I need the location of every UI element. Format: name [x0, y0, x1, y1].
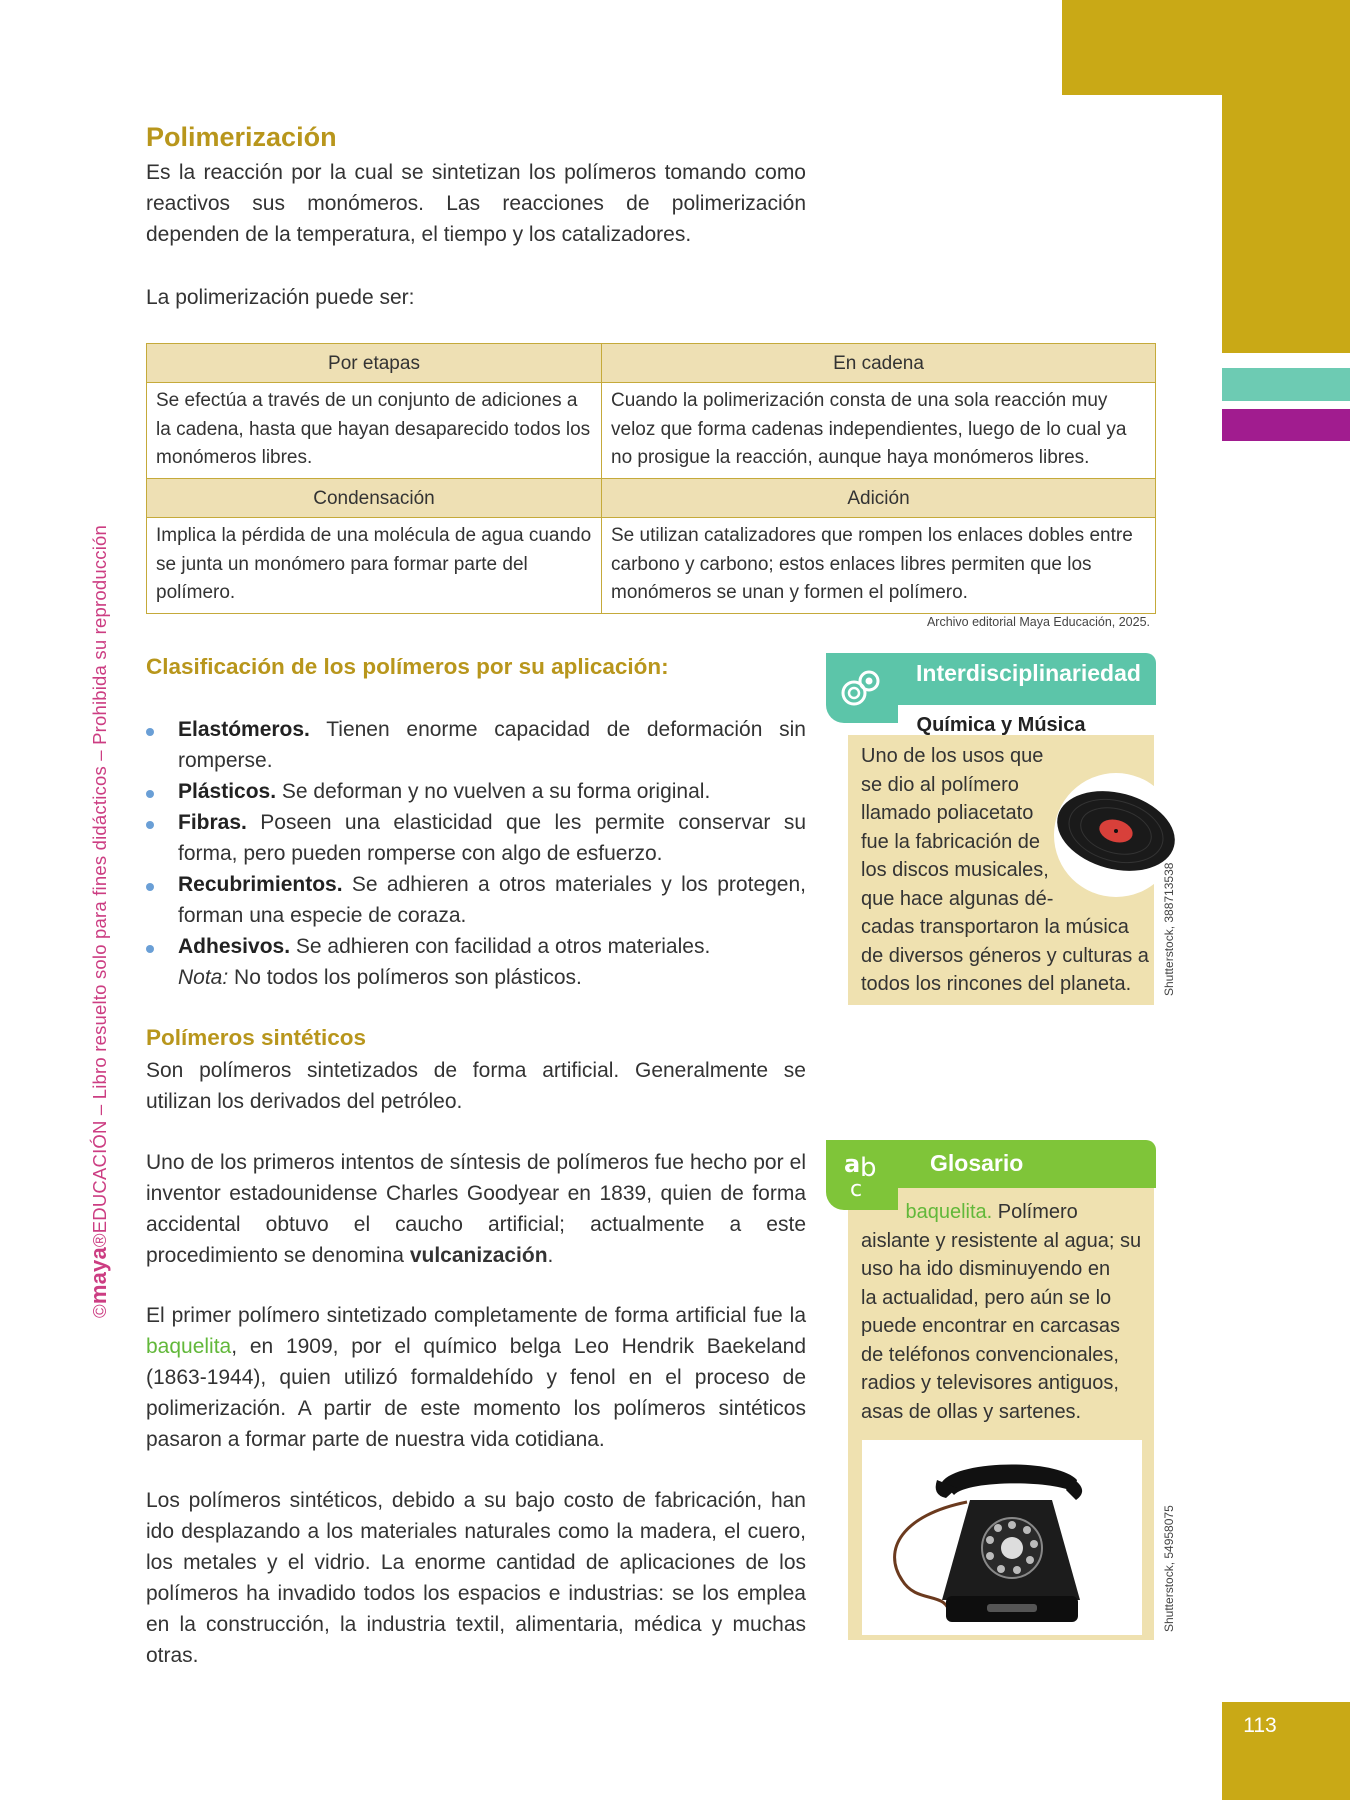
- item-text: Poseen una elasticidad que les permite conservar su forma, pero pueden romperse con algo de esfuerzo.: [178, 811, 806, 865]
- note-label: Nota:: [178, 966, 229, 989]
- text-line: cadas transportaron la música: [861, 916, 1129, 938]
- copyright-text: EDUCACIÓN – Libro resuelto solo para fines didácticos – Prohibida su reproducción: [89, 524, 110, 1234]
- text-line: llamado poliacetato: [861, 802, 1034, 824]
- item-term: Adhesivos.: [178, 935, 291, 958]
- interdisciplinary-title: Interdisciplinariedad: [916, 660, 1141, 686]
- text-line: los discos musicales,: [861, 859, 1049, 881]
- interdisciplinary-subtitle: Química y Música: [916, 714, 1086, 736]
- text-line: aislante y resistente al agua; su: [861, 1229, 1142, 1252]
- classification-title: Clasificación de los polímeros por su aplicación:: [146, 654, 669, 679]
- item-text: Tienen enorme capacidad de deformación sin romperse.: [178, 718, 806, 772]
- table-source: Archivo editorial Maya Educación, 2025.: [926, 615, 1150, 629]
- text-span: Polímero: [992, 1201, 1078, 1223]
- synthetic-paragraph-3: [146, 1300, 806, 1455]
- text-line: fue la fabricación de: [861, 830, 1041, 853]
- text-span: Uno de los primeros intentos de síntesis de polímeros fue hecho por el inventor estadounidense Charles Goodyear en 1839, quien de forma accidental obtuvo el caucho artificial; actualmente a este procedimiento se denomina: [146, 1151, 806, 1267]
- table-header: Por etapas: [147, 344, 602, 383]
- table-cell: Implica la pérdida de una molécula de agua cuando se junta un monómero para formar parte del polímero.: [147, 518, 602, 614]
- text-span: .: [547, 1244, 554, 1267]
- copyright-symbol: ©: [89, 1304, 110, 1318]
- bold-term: vulcanización: [409, 1244, 548, 1267]
- glossary-definition: [861, 1198, 1151, 1426]
- polymerization-table: [146, 343, 1156, 614]
- synthetic-paragraph-2: [146, 1147, 806, 1271]
- classification-list: [146, 714, 806, 962]
- table-cell: Cuando la polimerización consta de una sola reacción muy veloz que forma cadenas independientes, luego de lo cual ya no prosigue la reacción, aunque haya monómeros libres.: [602, 383, 1156, 479]
- synthetic-paragraph-4: Los polímeros sintéticos, debido a su bajo costo de fabricación, han ido desplazando a los materiales naturales como la madera, el cuero, los metales y el vidrio. La enorme cantidad de aplicaciones de los polímeros ha invadido todos los espacios e industrias: se los emplea en la construcción, la industria textil, alimentaria, médica y muchas otras.: [146, 1489, 806, 1667]
- list-item: [146, 714, 806, 776]
- synthetic-paragraph-1: Son polímeros sintetizados de forma artificial. Generalmente se utilizan los derivados del petróleo.: [146, 1059, 806, 1113]
- bullet-icon: [146, 790, 154, 798]
- text-span: El primer polímero sintetizado completamente de forma artificial fue la: [146, 1304, 806, 1327]
- text-line: puede encontrar en carcasas: [861, 1315, 1121, 1337]
- icon-letter: c: [850, 1177, 863, 1202]
- note-text: No todos los polímeros son plásticos.: [228, 966, 582, 989]
- telephone-image: [862, 1440, 1142, 1635]
- image-credit: Shutterstock, 54958075: [1162, 1505, 1176, 1632]
- text-line: [861, 1198, 1151, 1227]
- section-title: Polimerización: [146, 122, 337, 152]
- bullet-icon: [146, 883, 154, 891]
- text-line: la actualidad, pero aún se lo: [861, 1286, 1112, 1309]
- teal-stripe: [1222, 368, 1350, 401]
- list-item: [146, 776, 806, 807]
- glossary-term: baquelita: [146, 1335, 232, 1358]
- bullet-icon: [146, 945, 154, 953]
- copyright-notice: [86, 525, 112, 1318]
- item-text: Se deforman y no vuelven a su forma original.: [276, 780, 711, 803]
- interdisciplinary-icon: [826, 653, 898, 723]
- intro-paragraph: Es la reacción por la cual se sintetizan los polímeros tomando como reactivos sus monómeros. Las reacciones de polimerización dependen de la temperatura, el tiempo y los catalizadores.: [146, 161, 806, 246]
- text-line: asas de ollas y sartenes.: [861, 1400, 1082, 1423]
- image-credit: Shutterstock, 388713538: [1162, 862, 1176, 996]
- glossary-title: Glosario: [930, 1150, 1024, 1176]
- magenta-stripe: [1222, 409, 1350, 441]
- glossary-term: baquelita.: [905, 1201, 993, 1223]
- table-cell: Se efectúa a través de un conjunto de adiciones a la cadena, hasta que hayan desaparecido todos los monómeros libres.: [147, 383, 602, 479]
- text-line: todos los rincones del planeta.: [861, 973, 1132, 995]
- table-header: En cadena: [602, 344, 1156, 383]
- item-term: Fibras.: [178, 811, 247, 834]
- bullet-icon: [146, 728, 154, 736]
- icon-letter: b: [860, 1153, 877, 1183]
- item-term: Elastómeros.: [178, 718, 310, 741]
- list-item: [146, 869, 806, 931]
- text-line: se dio al polímero: [861, 773, 1019, 796]
- registered-symbol: ®: [89, 1233, 110, 1248]
- note: [178, 962, 582, 993]
- edge-decoration: [1222, 95, 1350, 353]
- text-line: uso ha ido disminuyendo en: [861, 1258, 1111, 1280]
- icon-letter: a: [844, 1150, 861, 1178]
- corner-decoration: [1062, 0, 1350, 95]
- table-header: Adición: [602, 479, 1156, 518]
- text-span: , en 1909, por el químico belga Leo Hendrik Baekeland (1863-1944), quien utilizó formaldehído y fenol en el proceso de polimerización. A partir de este momento los polímeros sintéticos pasaron a formar parte de nuestra vida cotidiana.: [146, 1335, 806, 1451]
- item-text: Se adhieren con facilidad a otros materiales.: [290, 935, 711, 958]
- text-line: que hace algunas dé-: [861, 887, 1054, 910]
- bullet-icon: [146, 821, 154, 829]
- page-number: 113: [1243, 1714, 1277, 1737]
- item-term: Recubrimientos.: [178, 873, 343, 896]
- table-cell: Se utilizan catalizadores que rompen los enlaces dobles entre carbono y carbono; estos enlaces libres permiten que los monómeros se unan y formen el polímero.: [602, 518, 1156, 614]
- brand-name: maya: [86, 1247, 111, 1305]
- text-line: de diversos géneros y culturas a: [861, 944, 1149, 967]
- table-header: Condensación: [147, 479, 602, 518]
- synthetic-title: Polímeros sintéticos: [146, 1025, 367, 1050]
- list-item: [146, 931, 806, 962]
- text-line: radios y televisores antiguos,: [861, 1372, 1119, 1394]
- lead-paragraph: La polimerización puede ser:: [146, 286, 415, 309]
- text-line: de teléfonos convencionales,: [861, 1343, 1119, 1366]
- list-item: [146, 807, 806, 869]
- item-text: Se adhieren a otros materiales y los protegen, forman una especie de coraza.: [178, 873, 806, 927]
- text-line: Uno de los usos que: [861, 745, 1044, 767]
- item-term: Plásticos.: [178, 780, 277, 803]
